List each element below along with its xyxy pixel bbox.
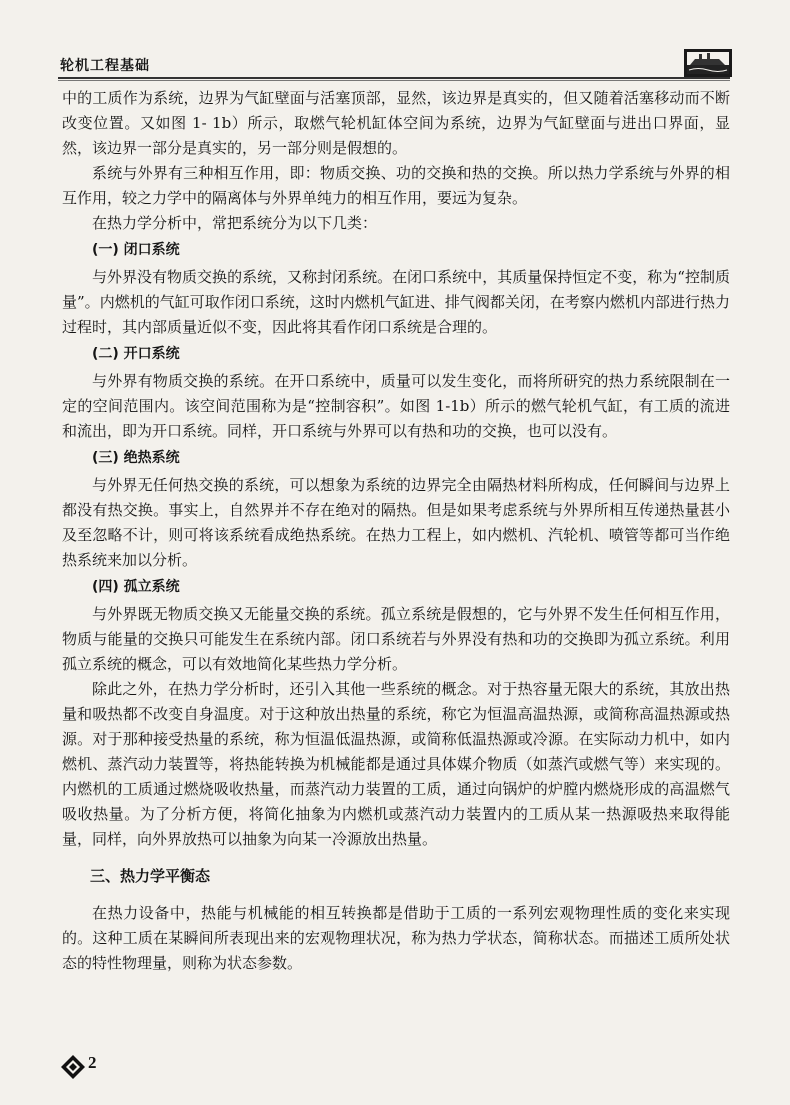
diamond-icon	[60, 1054, 86, 1084]
paragraph: 除此之外，在热力学分析时，还引入其他一些系统的概念。对于热容量无限大的系统，其放出热量和吸热都不改变自身温度。对于这种放出热量的系统，称它为恒温高温热源，或简称高温热源或热源。对于那种接受热量的系统，称为恒温低温热源，或简称低温热源或冷源。在实际动力机中，如内燃机、蒸汽动力装置等，将热能转换为机械能都是通过具体媒介物质（如蒸汽或燃气等）来实现的。内燃机的工质通过燃烧吸收热量，而蒸汽动力装置的工质，通过向锅炉的炉膛内燃烧形成的高温燃气吸收热量。为了分析方便，将简化抽象为内燃机或蒸汽动力装置内的工质从某一热源吸热来取得能量，同样，向外界放热可以抽象为向某一冷源放出热量。	[62, 680, 730, 848]
paragraph: 系统与外界有三种相互作用，即：物质交换、功的交换和热的交换。所以热力学系统与外界的相互作用，较之力学中的隔离体与外界单纯力的相互作用，要远为复杂。	[62, 164, 730, 207]
subheading-adiabatic-system: (三) 绝热系统	[92, 450, 180, 466]
ship-logo-icon	[683, 48, 733, 78]
subheading-isolated-system: (四) 孤立系统	[92, 579, 180, 595]
section-heading: 三、热力学平衡态	[90, 867, 211, 885]
subheading-open-system: (二) 开口系统	[92, 346, 180, 362]
subheading-closed-system: (一) 闭口系统	[92, 242, 180, 258]
header-rule-thin	[58, 80, 730, 81]
book-title: 轮机工程基础	[60, 58, 150, 74]
paragraph: 在热力学分析中，常把系统分为以下几类：	[92, 214, 378, 232]
page-footer	[60, 1050, 180, 1090]
paragraph: 与外界有物质交换的系统。在开口系统中，质量可以发生变化，而将所研究的热力系统限制在一定的空间范围内。该空间范围称为是“控制容积”。如图 1-1b）所示的燃气轮机气缸，有工质的流进和流出，即为开口系统。同样，开口系统与外界可以有热和功的交换，也可以没有。	[62, 372, 730, 440]
page-header	[0, 0, 790, 84]
paragraph: 与外界没有物质交换的系统，又称封闭系统。在闭口系统中，其质量保持恒定不变，称为“控制质量”。内燃机的气缸可取作闭口系统，这时内燃机气缸进、排气阀都关闭，在考察内燃机内部进行热力过程时，其内部质量近似不变，因此将其看作闭口系统是合理的。	[62, 268, 730, 336]
page-number: 2	[88, 1053, 97, 1072]
paragraph: 与外界无任何热交换的系统，可以想象为系统的边界完全由隔热材料所构成，任何瞬间与边界上都没有热交换。事实上，自然界并不存在绝对的隔热。但是如果考虑系统与外界所相互传递热量甚小及至忽略不计，则可将该系统看成绝热系统。在热力工程上，如内燃机、汽轮机、喷管等都可当作绝热系统来加以分析。	[62, 476, 730, 569]
page-body	[62, 86, 730, 976]
header-rule	[58, 77, 730, 79]
paragraph: 与外界既无物质交换又无能量交换的系统。孤立系统是假想的，它与外界不发生任何相互作用，物质与能量的交换只可能发生在系统内部。闭口系统若与外界没有热和功的交换即为孤立系统。利用孤立系统的概念，可以有效地简化某些热力学分析。	[62, 605, 730, 673]
paragraph: 在热力设备中，热能与机械能的相互转换都是借助于工质的一系列宏观物理性质的变化来实现的。这种工质在某瞬间所表现出来的宏观物理状况，称为热力学状态，简称状态。而描述工质所处状态的特性物理量，则称为状态参数。	[62, 904, 730, 972]
paragraph: 中的工质作为系统，边界为气缸壁面与活塞顶部，显然，该边界是真实的，但又随着活塞移动而不断改变位置。又如图 1- 1b）所示，取燃气轮机缸体空间为系统，边界为气缸壁面与进出口界面，显然，该边界一部分是真实的，另一部分则是假想的。	[62, 89, 730, 157]
